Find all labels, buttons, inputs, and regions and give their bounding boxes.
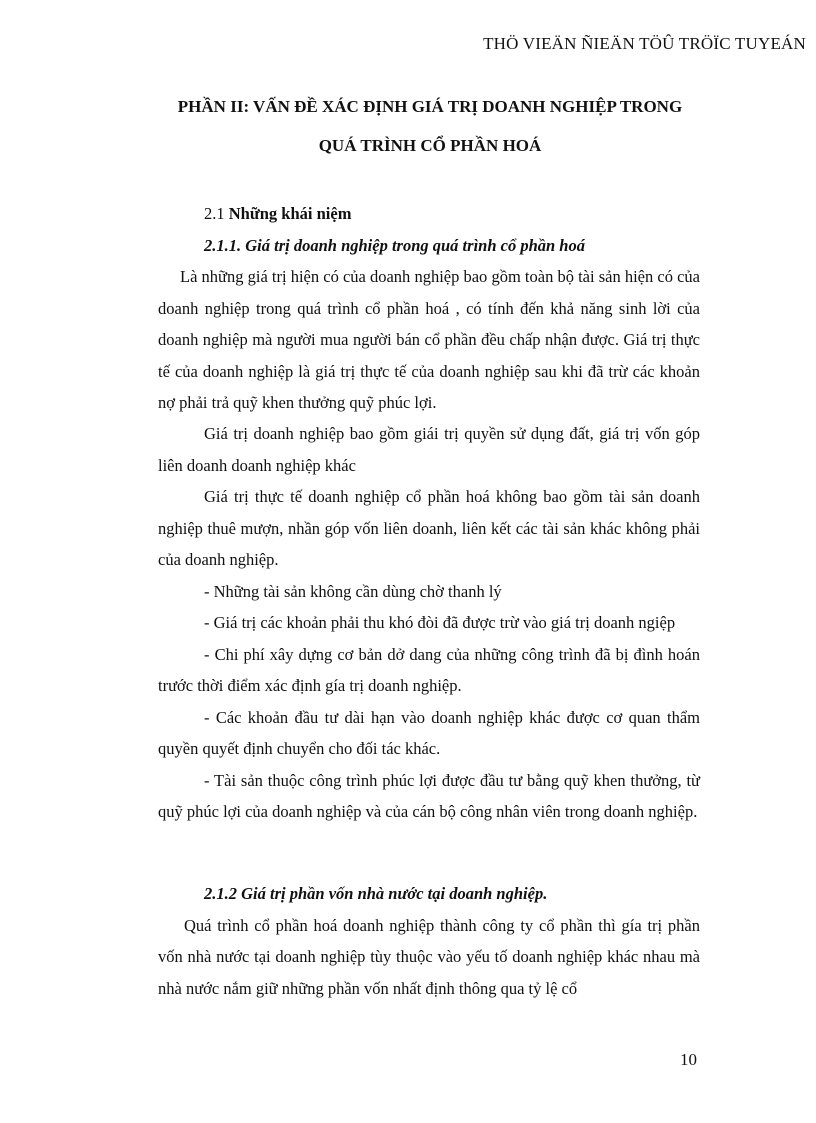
paragraph: Quá trình cổ phần hoá doanh nghiệp thành công ty cổ phần thì gía trị phần vốn nhà nước tại doanh nghiệp tùy thuộc vào yếu tố doanh nghiệp khác nhau mà nhà nước nắm giữ những phần vốn nhất định thông qua tỷ lệ cổ — [158, 915, 700, 998]
subsection-2-block — [158, 878, 700, 1004]
section-number: 2.1 — [204, 204, 225, 223]
list-item: - Những tài sản không cần dùng chờ thanh lý — [204, 581, 502, 601]
chapter-title-line-1: PHẦN II: VẤN ĐỀ XÁC ĐỊNH GIÁ TRỊ DOANH NGHIỆP TRONG — [177, 97, 683, 116]
chapter-title-line-2: QUÁ TRÌNH CỔ PHẦN HOÁ — [318, 136, 542, 155]
paragraph: Giá trị doanh nghiệp bao gồm giái trị quyền sử dụng đất, giá trị vốn góp liên doanh doanh nghiệp khác — [158, 424, 700, 475]
list-item: - Tài sản thuộc công trình phúc lợi được đầu tư bằng quỹ khen thưởng, từ quỹ phúc lợi của doanh nghiệp và của cán bộ công nhân viên trong doanh nghiệp. — [158, 770, 700, 821]
paragraph: Là những giá trị hiện có của doanh nghiệp bao gồm toàn bộ tài sản hiện có của doanh nghiệp trong quá trình cổ phần hoá , có tính đến khả năng sinh lời của doanh nghiệp mà người mua người bán cổ phần đều chấp nhận được. Giá trị thực tế của doanh nghiệp là giá trị thực tế của doanh nghiệp sau khi đã trừ các khoản nợ phải trả quỹ khen thưởng quỹ phúc lợi. — [158, 267, 700, 412]
body-block-1 — [158, 261, 700, 419]
paragraph: Giá trị thực tế doanh nghiệp cổ phần hoá không bao gồm tài sản doanh nghiệp thuê mượn, nhần góp vốn liên doanh, liên kết các tài sản khác không phải của doanh nghiệp. — [158, 487, 700, 569]
list-item: - Các khoản đầu tư dài hạn vào doanh nghiệp khác được cơ quan thẩm quyền quyết định chuyển cho đối tác khác. — [158, 707, 700, 758]
list-item: - Giá trị các khoản phải thu khó đòi đã được trừ vào giá trị doanh ngiệp — [204, 613, 676, 632]
body-block-2 — [158, 418, 700, 828]
section-heading-block — [158, 198, 700, 261]
list-item: - Chi phí xây dựng cơ bản dở dang của những công trình đã bị đình hoán trước thời điểm xác định gía trị doanh nghiệp. — [158, 644, 700, 695]
page-number: 10 — [680, 1050, 697, 1069]
section-heading — [158, 198, 700, 230]
section-title: Những khái niệm — [228, 204, 352, 223]
subsection-2-heading: 2.1.2 Giá trị phần vốn nhà nước tại doanh nghiệp. — [204, 884, 548, 903]
page-header: THÖ VIEÄN ÑIEÄN TÖÛ TRÖÏC TUYEÁN — [483, 34, 806, 53]
subsection-1-heading: 2.1.1. Giá trị doanh nghiệp trong quá trình cổ phần hoá — [204, 235, 585, 255]
